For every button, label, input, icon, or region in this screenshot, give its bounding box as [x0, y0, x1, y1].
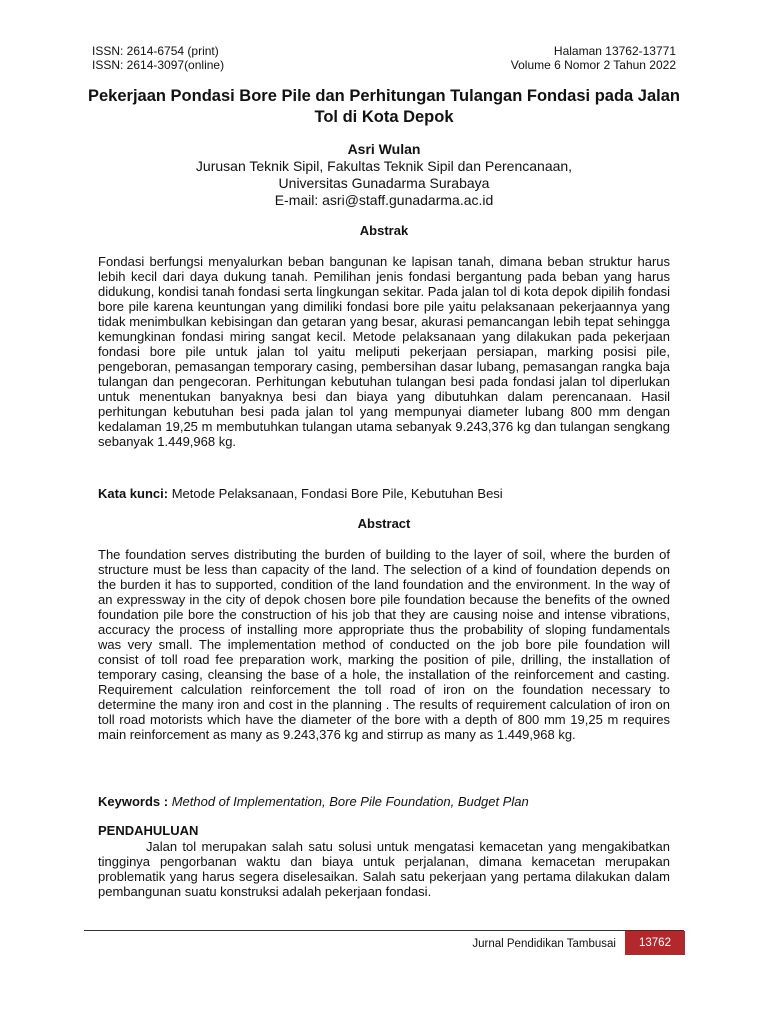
pendahuluan-heading: PENDAHULUAN [98, 823, 199, 838]
kata-kunci [98, 486, 670, 502]
volume-info: Volume 6 Nomor 2 Tahun 2022 [510, 58, 676, 72]
issn-online: ISSN: 2614-3097(online) [92, 58, 225, 72]
author-university: Universitas Gunadarma Surabaya [278, 175, 490, 191]
issn-print: ISSN: 2614-6754 (print) [92, 44, 219, 58]
author-affiliation [0, 158, 768, 209]
author-name: Asri Wulan [347, 141, 421, 157]
keywords [98, 794, 670, 810]
keywords-label: Keywords : [98, 794, 169, 809]
kata-kunci-values: Metode Pelaksanaan, Fondasi Bore Pile, Kebutuhan Besi [168, 486, 503, 501]
abstract-body: The foundation serves distributing the burden of building to the layer of soil, where the burden of structure must be less than capacity of the land. The selection of a kind of foundation depends on the burden it has to supported, condition of the land foundation and the environment. In the way of an expressway in the city of depok chosen bore pile foundation because the benefits of the owned foundation pile bore the construction of his job that they are causing noise and intense vibrations, accuracy the process of installing more appropriate thus the probability of sloping fundamentals was very small. The implementation method of conducted on the job bore pile foundation will consist of toll road fee preparation work, marking the position of pile, drilling, the installation of temporary casing, cleansing the base of a hole, the installation of the reinforcement and casting. Requirement calculation reinforcement the toll road of iron on the foundation necessary to determine the many iron and cost in the planning . The results of requirement calculation of iron on toll road motorists which have the diameter of the bore with a depth of 800 mm 19,25 m requires main reinforcement as many as 9.243,376 kg and stirrup as many as 1.449,968 kg. [98, 547, 670, 742]
page-range: Halaman 13762-13771 [553, 44, 676, 58]
issn-block [92, 44, 224, 72]
footer-divider [84, 930, 684, 931]
kata-kunci-label: Kata kunci: [98, 486, 169, 501]
abstrak-heading: Abstrak [359, 223, 409, 238]
abstrak-body: Fondasi berfungsi menyalurkan beban bangunan ke lapisan tanah, dimana beban struktur harus lebih kecil dari daya dukung tanah. Pemilihan jenis fondasi bergantung pada beban yang harus didukung, kondisi tanah fondasi serta lingkungan sekitar. Pada jalan tol di kota depok dipilih fondasi bore pile karena keuntungan yang dimiliki fondasi bore pile yaitu pelaksanaan pekerjaannya yang tidak menimbulkan kebisingan dan getaran yang besar, akurasi pemancangan lebih tepat sehingga kemungkinan fondasi miring sangat kecil. Metode pelaksanaan yang dilakukan pada pekerjaan fondasi bore pile untuk jalan tol yaitu meliputi pekerjaan persiapan, marking posisi pile, pengeboran, pemasangan temporary casing, pembersihan dasar lubang, pemasangan rangka baja tulangan dan pengecoran. Perhitungan kebutuhan tulangan besi pada fondasi jalan tol diperlukan untuk menentukan banyaknya besi dan biaya yang dibutuhkan dalam perencanaan. Hasil perhitungan kebutuhan besi pada jalan tol yang mempunyai diameter lubang 800 mm dengan kedalaman 19,25 m membutuhkan tulangan utama sebanyak 9.243,376 kg dan tulangan sengkang sebanyak 1.449,968 kg. [98, 254, 670, 449]
volume-block [511, 44, 676, 72]
author-email: E-mail: asri@staff.gunadarma.ac.id [274, 192, 494, 208]
abstract-heading: Abstract [357, 516, 411, 531]
pendahuluan-body: Jalan tol merupakan salah satu solusi untuk mengatasi kemacetan yang mengakibatkan tingginya pengorbanan waktu dan biaya untuk perjalanan, dimana kemacetan merupakan problematik yang harus segera diselesaikan. Salah satu pekerjaan yang pertama dilakukan dalam pembangunan suatu konstruksi adalah pekerjaan fondasi. [98, 839, 670, 899]
author-department: Jurusan Teknik Sipil, Fakultas Teknik Sipil dan Perencanaan, [195, 158, 573, 174]
keywords-values: Method of Implementation, Bore Pile Foundation, Budget Plan [168, 794, 529, 809]
footer-page-number: 13762 [625, 931, 685, 955]
footer-journal-name: Jurnal Pendidikan Tambusai [472, 938, 616, 950]
paper-title: Pekerjaan Pondasi Bore Pile dan Perhitungan Tulangan Fondasi pada Jalan Tol di Kota Depok [87, 87, 680, 126]
